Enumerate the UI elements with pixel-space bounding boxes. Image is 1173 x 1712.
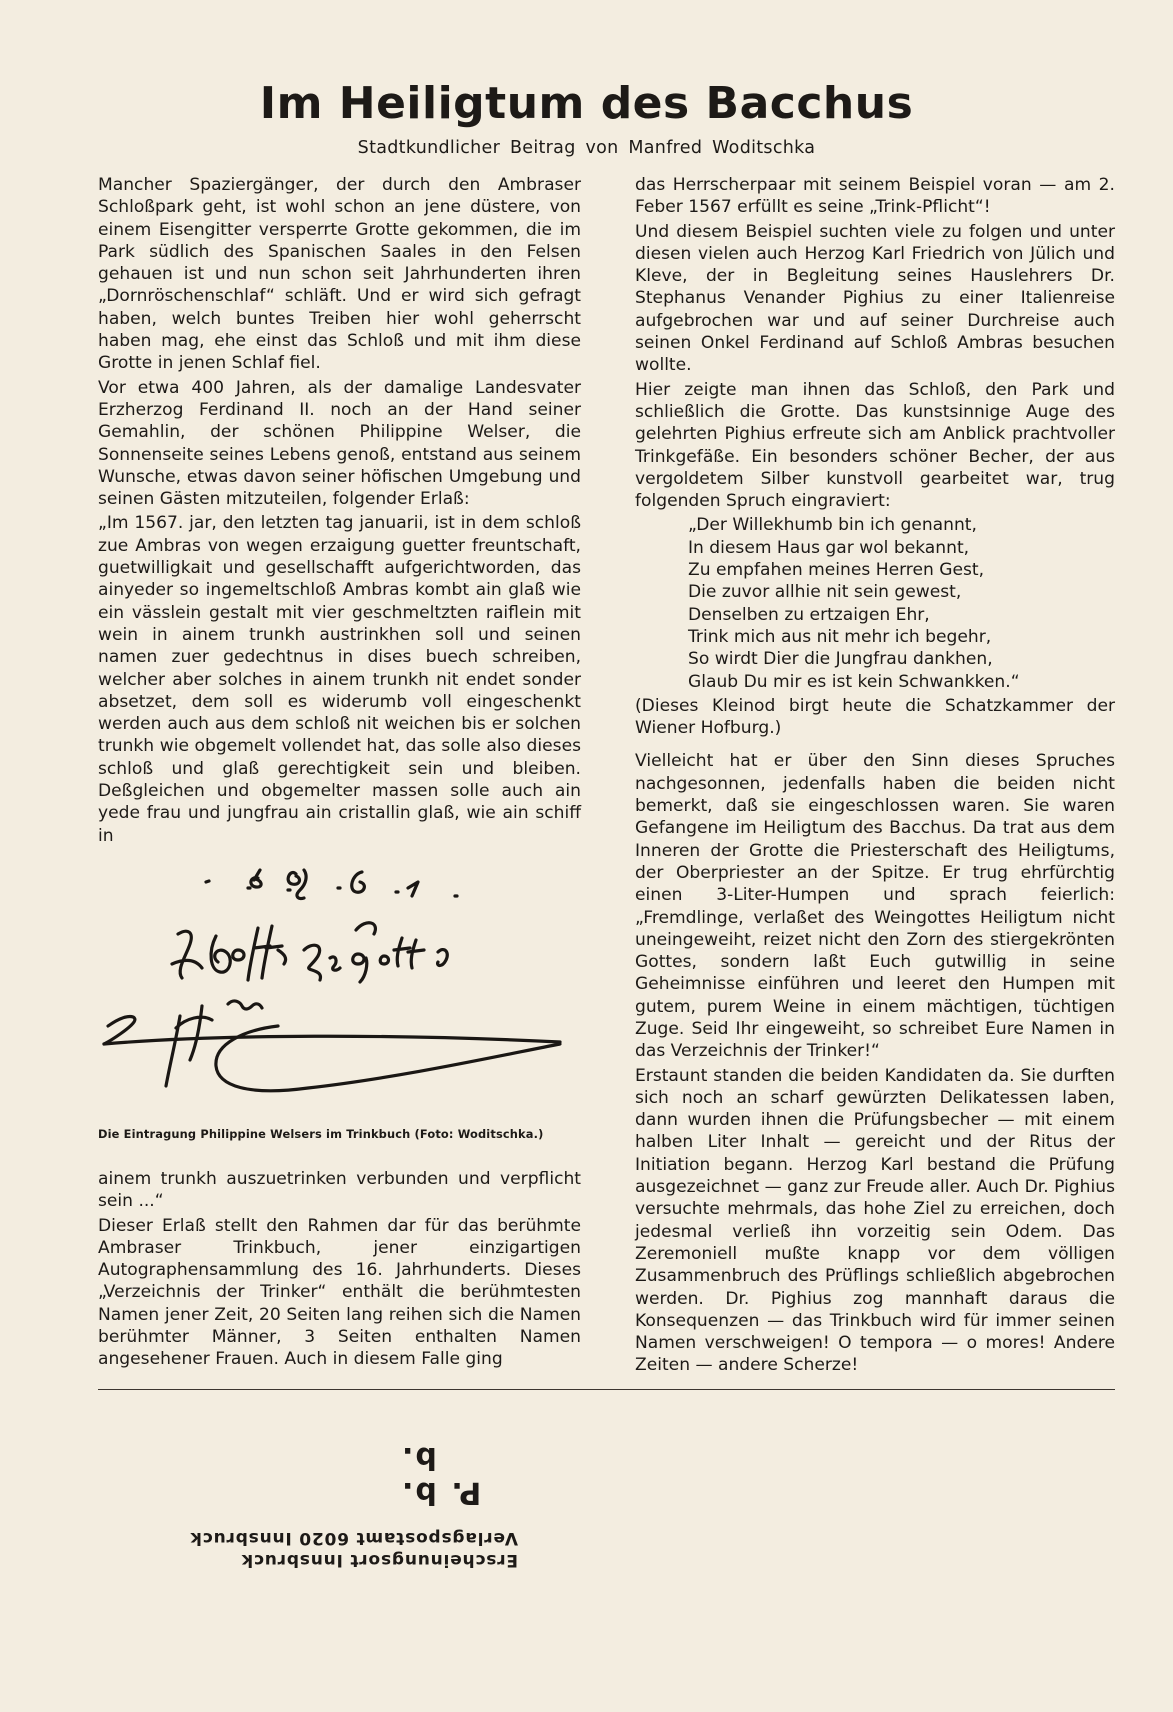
poem-line: Trink mich aus nit mehr ich begehr, [688,626,992,647]
postal-imprint [98,1440,518,1570]
pbb-mark: P. b. b. [400,1440,482,1510]
decree-paragraph: „Im 1567. jar, den letzten tag januarii, ist in dem schloß zue Ambras von wegen erzaigung guetter freuntschaft, guetwilligkait und gesellschafft aufgerichtworden, das ainyeder so ingemeltschloß Ambras kombt ain glaß wie ein vässlein gestalt mit vier geschmeltzten raiflein mit wein in ainem trunkh austrinkhen soll und seinen namen zuer gedechtnus in dises buech schreiben, welcher aber solches in ainem trunkh nit endet sonder absetzet, dem soll es widerumb voll eingeschenkt werden auch aus dem schloß nit weichen bis er solchen trunkh wie obgemelt vollendet hat, das solle also dieses schloß und glaß gerechtigkeit sein und bleiben. Deßgleichen und obgemelter massen solle auch ain yede frau und jungfrau ain cristallin glaß, wie ain schiff in [98,513,581,846]
image-caption: Die Eintragung Philippine Welsers im Trinkbuch (Foto: Woditschka.) [98,1127,544,1141]
poem-line: „Der Willekhumb bin ich genannt, [688,515,977,536]
left-column [98,174,581,849]
paragraph: Vielleicht hat er über den Sinn dieses Spruches nachgesonnen, jedenfalls haben die beiden nicht bemerkt, daß sie eingeschlossen waren. Sie waren Gefangene im Heiligtum des Bacchus. Da trat aus dem Inneren der Grotte die Priesterschaft des Heiligtums, der Oberpriester an der Spitze. Er trug ehrfürchtig einen 3-Liter-Humpen und sprach feierlich: „Fremdlinge, verlaßet des Weingottes Heiligtum nicht uneingeweiht, reizet nicht den Zorn des stiergekrönten Gottes, sondern laßt Euch gutwillig in seine Geheimnisse einführen und leeret den Humpen mit gutem, purem Weine in einem mächtigen, tüchtigen Zuge. Seid Ihr eingeweiht, so schreibet Eure Namen in das Verzeichnis der Trinker!“ [635,751,1115,1062]
paragraph: Hier zeigte man ihnen das Schloß, den Park und schließlich die Grotte. Das kunstsinnige Auge des gelehrten Pighius erfreute sich am Anblick prachtvoller Trinkgefäße. Ein besonders schöner Becher, der aus vergoldetem Silber kunstvoll gearbeitet war, trug folgenden Spruch eingraviert: [635,379,1115,512]
note-paragraph: (Dieses Kleinod birgt heute die Schatzkammer der Wiener Hofburg.) [635,695,1115,739]
post-office: Verlagspostamt 6020 Innsbruck [189,1528,518,1548]
poem-line: In diesem Haus gar wol bekannt, [688,537,970,558]
left-column-continuation [98,1168,581,1373]
handwritten-signature [98,866,581,1116]
poem-line: Denselben zu ertzaigen Ehr, [688,604,930,625]
right-column [635,174,1115,1379]
engraved-poem [688,514,1115,692]
article-title: Im Heiligtum des Bacchus [259,78,914,129]
paragraph: Und diesem Beispiel suchten viele zu folgen und unter diesen vielen auch Herzog Karl Friedrich von Jülich und Kleve, der in Begleitung seines Hauslehrers Dr. Stephanus Venander Pighius zu einer Italienreise aufgebrochen war und auf seiner Durchreise auch seinen Onkel Ferdinand auf Schloß Ambras besuchen wollte. [635,221,1115,376]
paragraph: Mancher Spaziergänger, der durch den Ambraser Schloßpark geht, ist wohl schon an jene düstere, von einem Eisengitter versperrte Grotte gekommen, die im Park südlich des Spanischen Saales in den Felsen gehauen ist und nun schon seit Jahrhunderten ihren „Dornröschenschlaf“ schläft. Und er wird sich gefragt haben, welch buntes Treiben hier wohl geherrscht haben mag, ehe einst das Schloß und mit ihm diese Grotte in jenen Schlaf fiel. [98,175,581,374]
article-subtitle: Stadtkundlicher Beitrag von Manfred Woditschka [357,138,816,158]
poem-line: Die zuvor allhie nit sein gewest, [688,582,962,603]
poem-line: So wirdt Dier die Jungfrau dankhen, [688,649,993,670]
poem-line: Glaub Du mir es ist kein Schwankken.“ [688,671,1020,692]
publication-place: Erscheinungsort Innsbruck [240,1550,518,1570]
horizontal-rule [98,1389,1115,1390]
poem-line: Zu empfahen meines Herren Gest, [688,560,985,581]
paragraph: Vor etwa 400 Jahren, als der damalige Landesvater Erzherzog Ferdinand II. noch an der Hand seiner Gemahlin, der schönen Philippine Welser, die Sonnenseite seines Lebens genoß, entstand aus seinem Wunsche, etwas davon seiner höfischen Umgebung und seinen Gästen mitzuteilen, folgender Erlaß: [98,377,581,510]
paragraph: ainem trunkh auszuetrinken verbunden und verpflicht sein ...“ [98,1169,581,1212]
paragraph: das Herrscherpaar mit seinem Beispiel voran — am 2. Feber 1567 erfüllt es seine „Trink-Pflicht“! [635,175,1115,218]
signature-illustration [98,866,581,1116]
paragraph: Erstaunt standen die beiden Kandidaten da. Sie durften sich noch an scharf gewürzten Delikatessen laben, dann wurden ihnen die Prüfungsbecher — mit einem halben Liter Inhalt — gereicht und der Ritus der Initiation begann. Herzog Karl bestand die Prüfung ausgezeichnet — ganz zur Freude aller. Auch Dr. Pighius versuchte mehrmals, das hohe Ziel zu erreichen, doch jedesmal verließ ihn vorzeitig sein Odem. Das Zeremoniell mußte knapp vor dem völligen Zusammenbruch des Prüflings schließlich abgebrochen werden. Dr. Pighius zog mannhaft daraus die Konsequenzen — das Trinkbuch wird für immer seinen Namen verschweigen! O tempora — o mores! Andere Zeiten — andere Scherze! [635,1065,1115,1376]
paragraph: Dieser Erlaß stellt den Rahmen dar für das berühmte Ambraser Trinkbuch, jener einzigartigen Autographensammlung des 16. Jahrhunderts. Dieses „Verzeichnis der Trinker“ enthält die berühmtesten Namen jener Zeit, 20 Seiten lang reihen sich die Namen berühmter Männer, 3 Seiten enthalten Namen angesehener Frauen. Auch in diesem Falle ging [98,1215,581,1370]
